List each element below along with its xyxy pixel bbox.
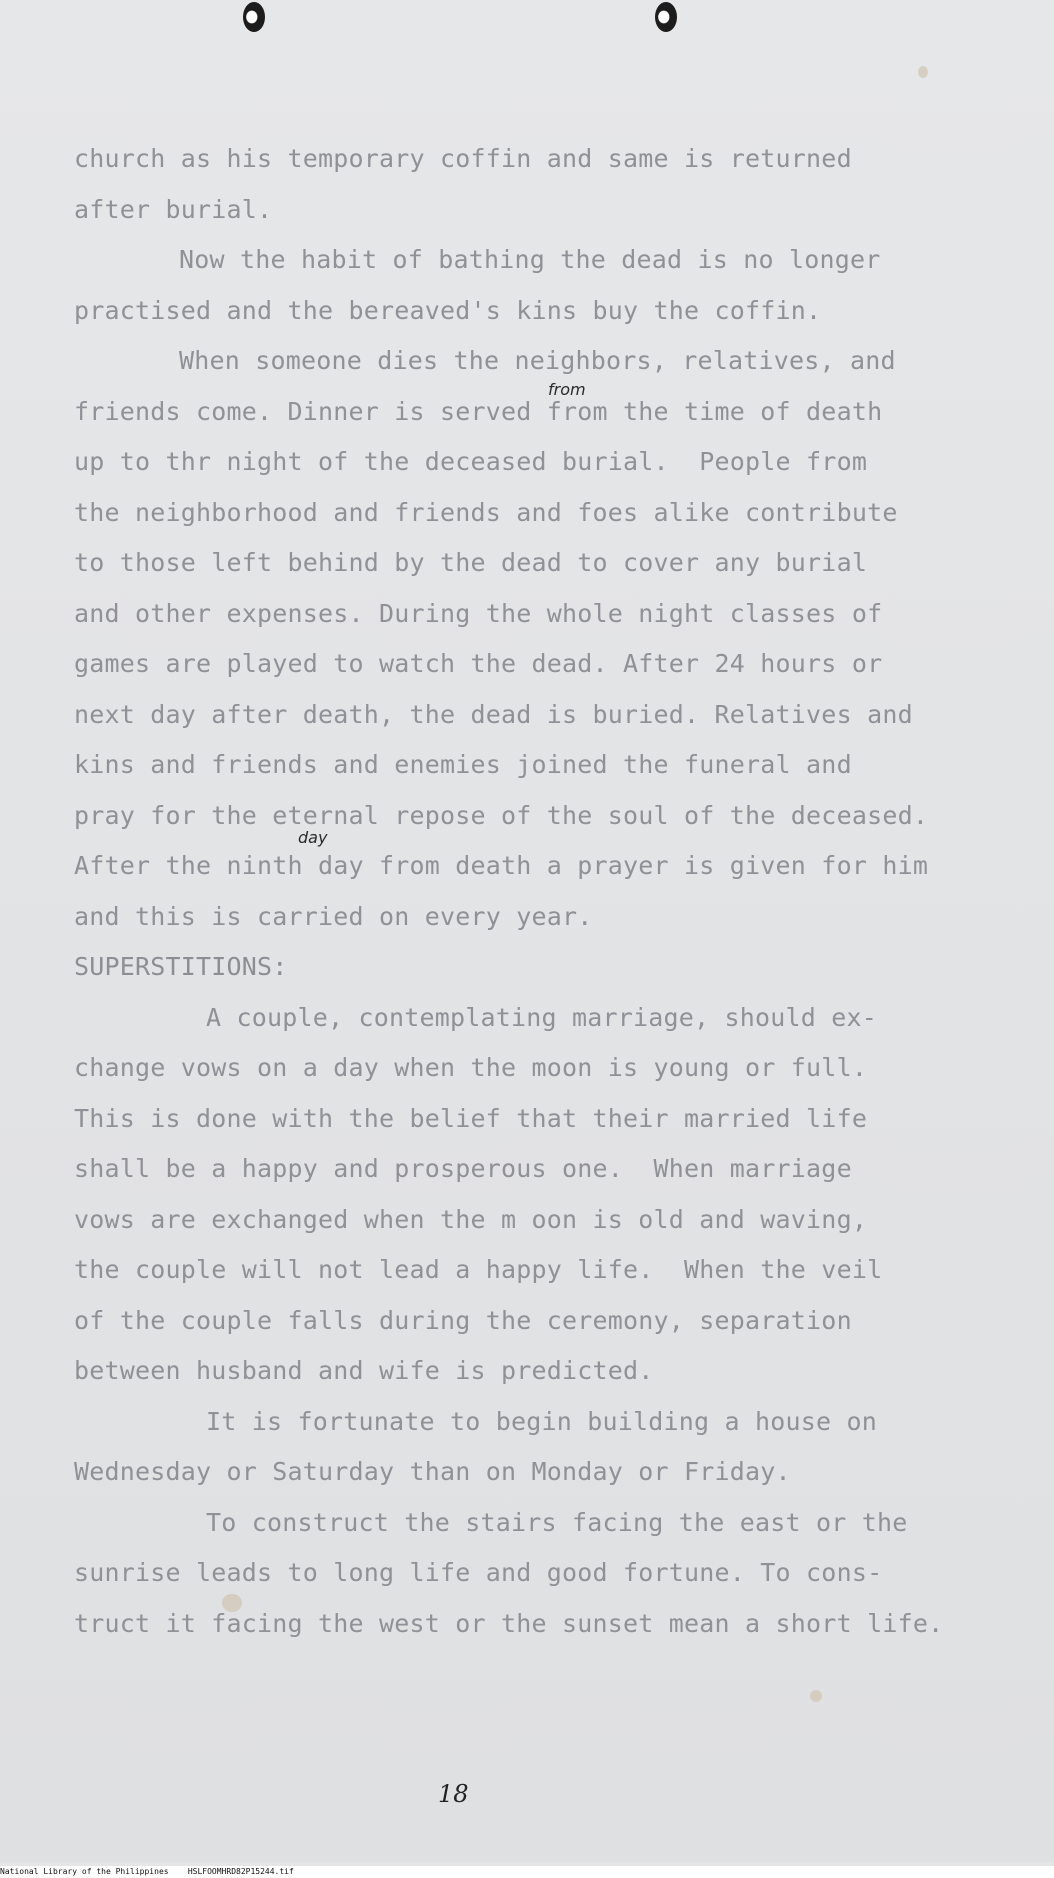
text-line: It is fortunate to begin building a house on xyxy=(206,1406,878,1436)
text-line: When someone dies the neighbors, relatives, and xyxy=(179,346,896,375)
text-line: church as his temporary coffin and same is returned xyxy=(74,144,852,173)
text-line: practised and the bereaved's kins buy the coffin. xyxy=(74,295,822,325)
text-line: truct it facing the west or the sunset mean a short life. xyxy=(74,1608,944,1638)
text-line: after burial. xyxy=(74,194,273,224)
text-line: Wednesday or Saturday than on Monday or Friday. xyxy=(74,1457,791,1486)
handwritten-annotation-day: day xyxy=(298,828,328,847)
typewritten-text xyxy=(74,134,974,1649)
paper-stain xyxy=(810,1690,822,1702)
text-line: of the couple falls during the ceremony, separation xyxy=(74,1305,852,1335)
section-heading: SUPERSTITIONS: xyxy=(74,952,288,981)
text-line: kins and friends and enemies joined the funeral and xyxy=(74,750,852,779)
text-line: the couple will not lead a happy life. When the veil xyxy=(74,1255,883,1284)
archive-footer: National Library of the Philippines HSLFOOMHRD82P15244.tif xyxy=(0,1866,1054,1878)
text-line: next day after death, the dead is buried. Relatives and xyxy=(74,699,913,729)
text-line: vows are exchanged when the m oon is old and waving, xyxy=(74,1204,868,1234)
text-line: up to thr night of the deceased burial. People from xyxy=(74,447,868,476)
text-line: After the ninth day from death a prayer is given for him xyxy=(74,851,929,880)
text-line: sunrise leads to long life and good fortune. To cons- xyxy=(74,1558,883,1587)
text-line: change vows on a day when the moon is young or full. xyxy=(74,1053,868,1082)
text-line: This is done with the belief that their married life xyxy=(74,1103,868,1133)
text-line: games are played to watch the dead. After 24 hours or xyxy=(74,649,883,678)
text-line: To construct the stairs facing the east or the xyxy=(206,1507,908,1537)
handwritten-annotation-from: from xyxy=(548,380,586,399)
binder-hole-left xyxy=(243,2,265,32)
text-line: and this is carried on every year. xyxy=(74,901,593,931)
text-line: between husband and wife is predicted. xyxy=(74,1356,654,1385)
binder-hole-right xyxy=(655,2,677,32)
text-line: Now the habit of bathing the dead is no longer xyxy=(179,245,881,274)
text-line: friends come. Dinner is served from the time of death xyxy=(74,396,883,426)
paper-stain xyxy=(918,66,928,78)
text-line: the neighborhood and friends and foes alike contribute xyxy=(74,497,898,527)
text-line: pray for the eternal repose of the soul of the deceased. xyxy=(74,800,929,830)
text-line: and other expenses. During the whole night classes of xyxy=(74,598,883,628)
page-number: 18 xyxy=(438,1780,469,1808)
text-line: to those left behind by the dead to cover any burial xyxy=(74,548,868,577)
text-line: A couple, contemplating marriage, should ex- xyxy=(206,1002,878,1032)
text-line: shall be a happy and prosperous one. When marriage xyxy=(74,1154,852,1183)
